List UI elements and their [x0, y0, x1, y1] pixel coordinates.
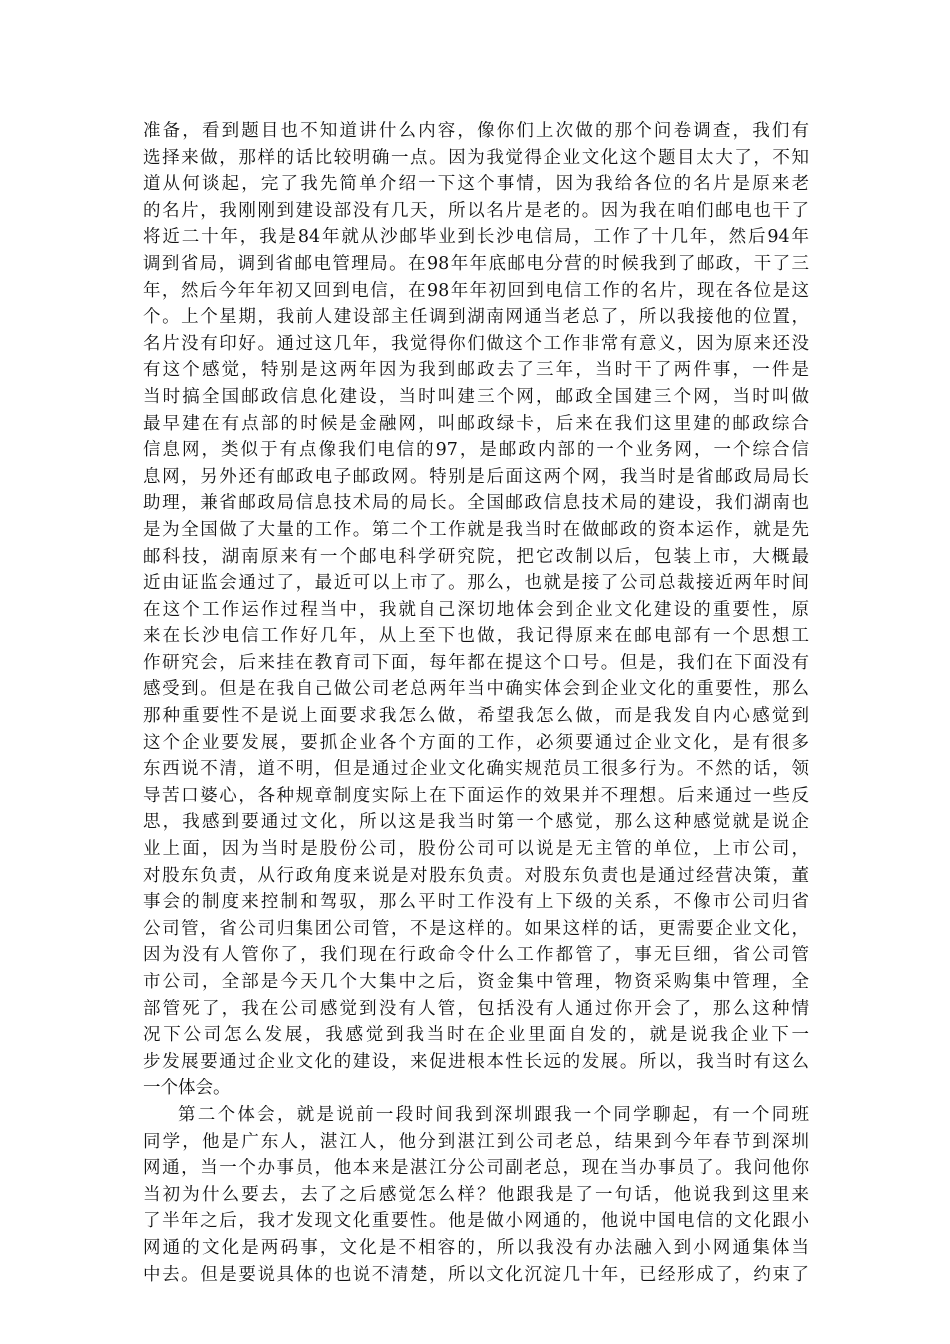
text-line: 最早建在有点部的时候是金融网，叫邮政绿卡，后来在我们这里建的邮政综合: [143, 413, 809, 434]
text-line: 因为没有人管你了，我们现在行政命令什么工作都管了，事无巨细，省公司管: [143, 945, 809, 966]
text-line: 准备，看到题目也不知道讲什么内容，像你们上次做的那个问卷调查，我们有: [143, 121, 809, 141]
paragraph-2: [143, 1102, 809, 1288]
text-line: 邮科技，湖南原来有一个邮电科学研究院，把它改制以后，包装上市，大概最: [143, 546, 809, 567]
text-line: 近由证监会通过了，最近可以上市了。那么，也就是接了公司总裁接近两年时间: [143, 573, 809, 594]
text-line: 将近二十年，我是84年就从沙邮毕业到长沙电信局，工作了十几年，然后94年: [143, 227, 809, 248]
text-line: 名片没有印好。通过这几年，我觉得你们做这个工作非常有意义，因为原来还没: [143, 333, 809, 354]
text-line: 息网，另外还有邮政电子邮政网。特别是后面这两个网，我当时是省邮政局局长: [143, 466, 809, 487]
text-line: 网通的文化是两码事，文化是不相容的，所以我没有办法融入到小网通集体当: [143, 1237, 809, 1258]
text-line: 这个企业要发展，要抓企业各个方面的工作，必须要通过企业文化，是有很多: [143, 732, 809, 753]
text-line: 在这个工作运作过程当中，我就自己深切地体会到企业文化建设的重要性，原: [143, 599, 809, 620]
text-line: 选择来做，那样的话比较明确一点。因为我觉得企业文化这个题目太大了，不知: [143, 147, 809, 168]
text-line: 事会的制度来控制和驾驭，那么平时工作没有上下级的关系，不像市公司归省: [143, 892, 809, 913]
text-line: 对股东负责，从行政角度来说是对股东负责。对股东负责也是通过经营决策，董: [143, 865, 809, 886]
text-line: 信息网，类似于有点像我们电信的97，是邮政内部的一个业务网，一个综合信: [143, 440, 809, 461]
text-line: 一个体会。: [143, 1078, 231, 1099]
text-line: 作研究会，后来挂在教育司下面，每年都在提这个口号。但是，我们在下面没有: [143, 652, 809, 673]
text-line: 部管死了，我在公司感觉到没有人管，包括没有人通过你开会了，那么这种情: [143, 998, 809, 1019]
text-line: 是为全国做了大量的工作。第二个工作就是我当时在做邮政的资本运作，就是先: [143, 519, 809, 540]
text-line: 况下公司怎么发展，我感觉到我当时在企业里面自发的，就是说我企业下一: [143, 1025, 809, 1046]
text-line: 同学，他是广东人，湛江人，他分到湛江到公司老总，结果到今年春节到深圳: [143, 1131, 809, 1152]
text-line: 公司管，省公司归集团公司管，不是这样的。如果这样的话，更需要企业文化，: [143, 918, 809, 939]
text-line: 助理，兼省邮政局信息技术局的局长。全国邮政信息技术局的建设，我们湖南也: [143, 493, 809, 514]
paragraph-1: [143, 118, 809, 1102]
text-line: 当初为什么要去，去了之后感觉怎么样？他跟我是了一句话，他说我到这里来: [143, 1184, 809, 1205]
text-line: 中去。但是要说具体的也说不清楚，所以文化沉淀几十年，已经形成了，约束了: [143, 1264, 809, 1285]
text-line: 年，然后今年年初又回到电信，在98年年初回到电信工作的名片，现在各位是这: [143, 280, 809, 301]
text-line: 当时搞全国邮政信息化建设，当时叫建三个网，邮政全国建三个网，当时叫做: [143, 386, 809, 407]
text-line: 步发展要通过企业文化的建设，来促进根本性长远的发展。所以，我当时有这么: [143, 1051, 809, 1072]
text-line: 业上面，因为当时是股份公司，股份公司可以说是无主管的单位，上市公司，: [143, 839, 809, 860]
document-body: [143, 118, 809, 1288]
text-line: 网通，当一个办事员，他本来是湛江分公司副老总，现在当办事员了。我问他你: [143, 1158, 809, 1179]
text-line: 导苦口婆心，各种规章制度实际上在下面运作的效果并不理想。后来通过一些反: [143, 785, 809, 806]
text-line: 市公司，全部是今天几个大集中之后，资金集中管理，物资采购集中管理，全: [143, 972, 809, 992]
text-line: 调到省局，调到省邮电管理局。在98年年底邮电分营的时候我到了邮政，干了三: [143, 253, 809, 274]
text-line: 那种重要性不是说上面要求我怎么做，希望我怎么做，而是我发自内心感觉到: [143, 706, 809, 727]
text-line: 感受到。但是在我自己做公司老总两年当中确实体会到企业文化的重要性，那么: [143, 679, 809, 700]
text-line: 有这个感觉，特别是这两年因为我到邮政去了三年，当时干了两件事，一件是: [143, 360, 809, 381]
text-line: 了半年之后，我才发现文化重要性。他是做小网通的，他说中国电信的文化跟小: [143, 1211, 809, 1232]
text-line: 来在长沙电信工作好几年，从上至下也做，我记得原来在邮电部有一个思想工: [143, 626, 809, 647]
text-line: 的名片，我刚刚到建设部没有几天，所以名片是老的。因为我在咱们邮电也干了: [143, 200, 809, 221]
text-line: 道从何谈起，完了我先简单介绍一下这个事情，因为我给各位的名片是原来老: [143, 174, 809, 195]
text-line: 思，我感到要通过文化，所以这是我当时第一个感觉，那么这种感觉就是说企: [143, 812, 809, 833]
text-line: 东西说不清，道不明，但是通过企业文化确实规范员工很多行为。不然的话，领: [143, 759, 809, 780]
text-line: 个。上个星期，我前人建设部主任调到湖南网通当老总了，所以我接他的位置，: [143, 307, 809, 328]
text-line: 第二个体会，就是说前一段时间我到深圳跟我一个同学聊起，有一个同班: [178, 1104, 809, 1125]
